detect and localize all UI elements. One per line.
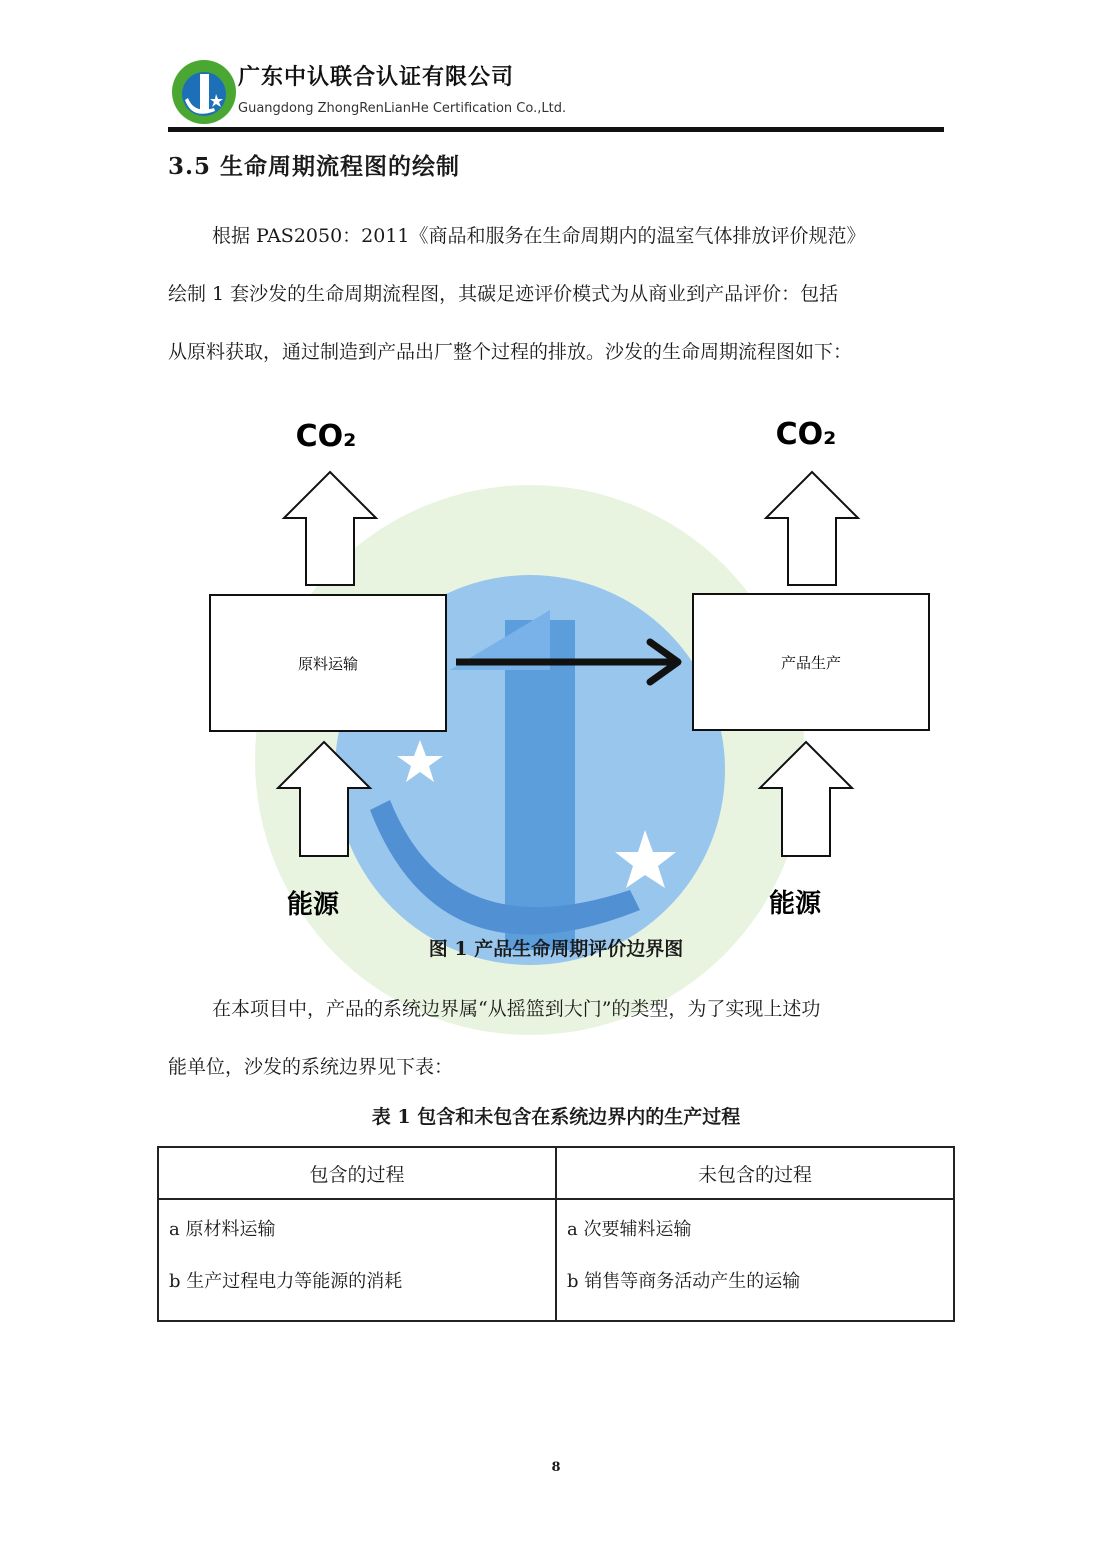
energy-label-right: 能源 [768, 889, 822, 919]
boundary-table [157, 1146, 955, 1322]
energy-arrow-left [278, 742, 370, 856]
company-name-cn: 广东中认联合认证有限公司 [238, 65, 515, 90]
boundary-line-2: 能单位，沙发的系统边界见下表： [168, 1056, 454, 1078]
lifecycle-diagram [200, 400, 960, 940]
company-name-en: Guangdong ZhongRenLianHe Certification Co.,Ltd. [238, 101, 567, 116]
section-title: 3.5 生命周期流程图的绘制 [168, 153, 461, 180]
excluded-cell [556, 1199, 954, 1321]
header-excluded: 未包含的过程 [556, 1147, 954, 1199]
co2-label-left: CO₂ [295, 419, 357, 454]
emission-arrow-right [766, 472, 858, 585]
intro-line-2: 绘制 1 套沙发的生命周期流程图，其碳足迹评价模式为从商业到产品评价：包括 [168, 283, 839, 305]
table-row [158, 1199, 954, 1321]
flow-arrow [456, 642, 678, 682]
header-included: 包含的过程 [158, 1147, 556, 1199]
excluded-item-a: a 次要辅料运输 [567, 1219, 692, 1240]
included-cell [158, 1199, 556, 1321]
figure-caption: 图 1 产品生命周期评价边界图 [428, 938, 684, 960]
header-divider [168, 127, 944, 132]
included-item-a: a 原材料运输 [169, 1219, 276, 1240]
intro-paragraph [168, 207, 948, 381]
page-number: 8 [551, 1460, 561, 1475]
boundary-paragraph [168, 980, 948, 1096]
emission-arrow-left [284, 472, 376, 585]
excluded-item-b: b 销售等商务活动产生的运输 [567, 1271, 801, 1292]
co2-label-right: CO₂ [775, 417, 837, 452]
energy-arrow-right [760, 742, 852, 856]
table-caption: 表 1 包含和未包含在系统边界内的生产过程 [371, 1106, 741, 1128]
intro-line-1: 根据 PAS2050：2011《商品和服务在生命周期内的温室气体排放评价规范》 [212, 225, 866, 247]
company-logo [170, 58, 238, 126]
box-raw-transport-label: 原料运输 [297, 655, 359, 673]
intro-line-3: 从原料获取，通过制造到产品出厂整个过程的排放。沙发的生命周期流程图如下： [168, 341, 853, 363]
energy-label-left: 能源 [286, 890, 340, 920]
table-header-row [158, 1147, 954, 1199]
included-item-b: b 生产过程电力等能源的消耗 [169, 1271, 403, 1292]
boundary-line-1: 在本项目中，产品的系统边界属“从摇篮到大门”的类型，为了实现上述功 [212, 998, 821, 1020]
box-production-label: 产品生产 [780, 654, 842, 672]
